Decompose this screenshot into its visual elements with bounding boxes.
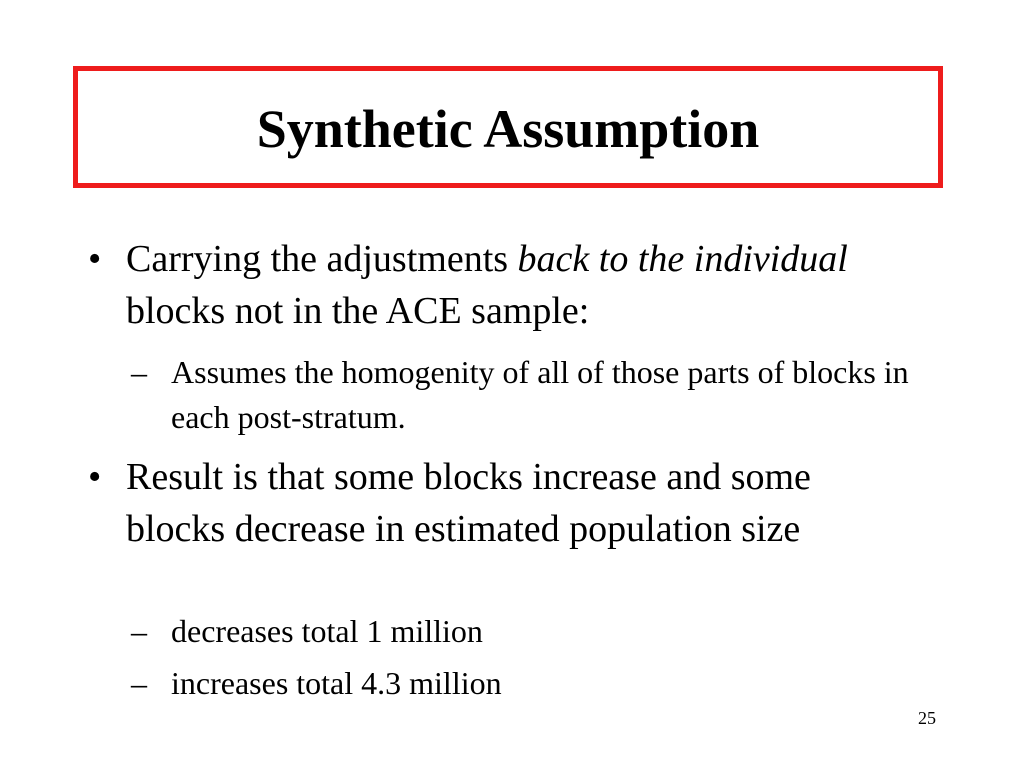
page-number: 25 <box>918 708 936 728</box>
sub-bullet-text: Assumes the homogenity of all of those parts of blocks in each post-stratum. <box>171 354 909 435</box>
bullet-text: Result is that some blocks increase and some blocks decrease in estimated population size <box>126 456 811 550</box>
bullet-text-plain: Carrying the adjustments <box>126 238 518 280</box>
bullet-text-italic: back to the individual <box>517 238 848 280</box>
bullet-marker: • <box>88 456 102 498</box>
sub-bullet-marker: – <box>131 613 147 649</box>
sub-bullet-text: increases total 4.3 million <box>171 665 502 701</box>
sub-bullet-text: decreases total 1 million <box>171 613 483 649</box>
slide-title: Synthetic Assumption <box>256 99 760 159</box>
bullet-marker: • <box>88 238 102 280</box>
sub-bullet-marker: – <box>131 665 147 701</box>
sub-bullet-marker: – <box>131 354 147 390</box>
bullet-text <box>126 233 926 337</box>
bullet-text-plain: blocks not in the ACE sample: <box>126 290 590 332</box>
